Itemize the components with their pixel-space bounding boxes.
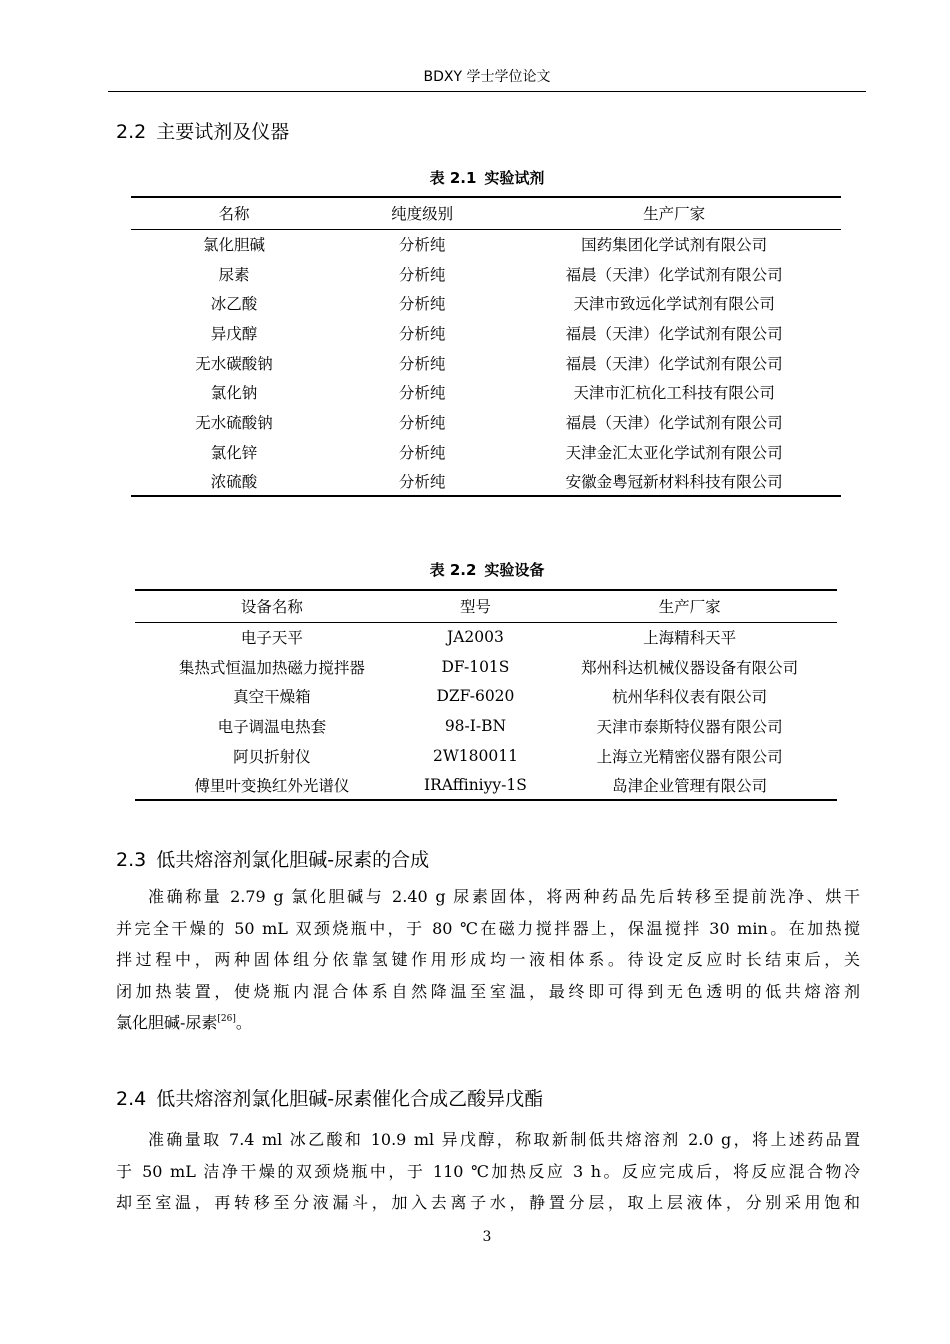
table-row <box>135 711 837 741</box>
table-cell: 上海精科天平 <box>643 629 737 648</box>
table-cell: 集热式恒温加热磁力搅拌器 <box>178 658 365 677</box>
header-rule <box>108 91 866 92</box>
table-cell: 电子天平 <box>240 629 303 648</box>
table-cell: 氯化钠 <box>210 384 258 403</box>
table-cell: 氯化锌 <box>210 443 258 462</box>
section-title: 主要试剂及仪器 <box>156 121 290 143</box>
section-title: 低共熔溶剂氯化胆碱-尿素的合成 <box>156 849 430 871</box>
table-cell: 福晨（天津）化学试剂有限公司 <box>565 324 783 343</box>
paragraph-2-4 <box>116 1124 860 1219</box>
table-cell: 杭州华科仪表有限公司 <box>612 688 768 707</box>
table-cell: 阿贝折射仪 <box>233 747 311 766</box>
table-cell: 异戊醇 <box>210 324 258 343</box>
paragraph-line: 准确称量 2.79 g 氯化胆碱与 2.40 g 尿素固体，将两种药品先后转移至提前洗净、烘干 <box>148 887 860 906</box>
column-header: 生产厂家 <box>507 197 841 229</box>
table-row <box>135 770 837 800</box>
table-cell: IRAffiniyy-1S <box>409 770 542 800</box>
table-cell: 天津市致远化学试剂有限公司 <box>573 295 775 314</box>
table-number: 表 2.2 <box>429 561 477 579</box>
table-row <box>131 259 841 289</box>
table-cell: 98-I-BN <box>444 716 507 735</box>
column-header: 纯度级别 <box>337 197 507 229</box>
paragraph-line: 准确量取 7.4 ml 冰乙酸和 10.9 ml 异戊醇，称取新制低共熔溶剂 2.0 g，将上述药品置 <box>148 1130 860 1149</box>
running-header: BDXY 学士学位论文 <box>423 69 551 85</box>
table-cell: 氯化胆碱 <box>202 236 265 255</box>
paragraph-line: 于 50 mL 洁净干燥的双颈烧瓶中，于 110 ℃加热反应 3 h。反应完成后，将反应混合物冷 <box>116 1161 860 1181</box>
table-cell: 真空干燥箱 <box>233 688 311 707</box>
table-row <box>131 348 841 378</box>
column-header: 生产厂家 <box>542 590 837 622</box>
table-row <box>131 437 841 467</box>
paragraph-end-punctuation: 。 <box>235 1013 252 1033</box>
table-header-row <box>135 590 837 622</box>
section-title: 低共熔溶剂氯化胆碱-尿素催化合成乙酸异戊酯 <box>156 1088 544 1110</box>
table-cell: 岛津企业管理有限公司 <box>542 770 837 800</box>
paragraph-2-3 <box>116 881 860 1039</box>
section-number: 2.4 <box>116 1088 147 1110</box>
table-cell: 无水碳酸钠 <box>195 354 273 373</box>
page-number: 3 <box>482 1229 492 1245</box>
table-cell: 分析纯 <box>398 413 446 432</box>
table-caption-2-2 <box>108 559 866 580</box>
table-cell: 分析纯 <box>398 265 446 284</box>
table-cell: 福晨（天津）化学试剂有限公司 <box>565 413 783 432</box>
table-cell: JA2003 <box>447 628 504 647</box>
table-cell: 分析纯 <box>398 354 446 373</box>
table-cell: 上海立光精密仪器有限公司 <box>596 747 783 766</box>
table-cell: 安徽金粤冠新材料科技有限公司 <box>507 467 841 497</box>
table-cell: 天津市泰斯特仪器有限公司 <box>596 717 783 736</box>
table-cell: 傅里叶变换红外光谱仪 <box>135 770 409 800</box>
column-header: 设备名称 <box>135 590 409 622</box>
table-cell: 分析纯 <box>398 443 446 462</box>
table-cell: 福晨（天津）化学试剂有限公司 <box>565 354 783 373</box>
paragraph-line: 闭加热装置，使烧瓶内混合体系自然降温至室温，最终即可得到无色透明的低共熔溶剂 <box>116 981 860 1001</box>
section-heading-2-2 <box>116 117 289 144</box>
table-cell: 分析纯 <box>398 324 446 343</box>
table-cell: 分析纯 <box>337 467 507 497</box>
table-cell: 福晨（天津）化学试剂有限公司 <box>565 265 783 284</box>
table-cell: 国药集团化学试剂有限公司 <box>581 236 768 255</box>
table-cell: 浓硫酸 <box>131 467 337 497</box>
table-row <box>135 622 837 652</box>
section-number: 2.2 <box>116 121 147 143</box>
table-header-row <box>131 197 841 229</box>
paragraph-line: 拌过程中，两种固体组分依靠氢键作用形成均一液相体系。待设定反应时长结束后，关 <box>116 950 860 970</box>
table-row <box>131 467 841 497</box>
equipment-table <box>135 589 837 801</box>
paragraph-line: 却至室温，再转移至分液漏斗，加入去离子水，静置分层，取上层液体，分别采用饱和 <box>116 1193 860 1213</box>
table-cell: DF-101S <box>441 657 510 676</box>
paragraph-line <box>116 1007 860 1039</box>
table-row <box>131 318 841 348</box>
section-heading-2-3 <box>116 845 429 872</box>
table-cell: 2W180011 <box>432 746 518 765</box>
paragraph-line: 并完全干燥的 50 mL 双颈烧瓶中，于 80 ℃在磁力搅拌器上，保温搅拌 30 min。在加热搅 <box>116 918 860 938</box>
paragraph-text: 氯化胆碱-尿素 <box>116 1013 218 1033</box>
table-row <box>135 652 837 682</box>
table-cell: 无水硫酸钠 <box>195 413 273 432</box>
table-cell: 分析纯 <box>398 384 446 403</box>
table-row <box>131 288 841 318</box>
column-header: 名称 <box>131 197 337 229</box>
column-header: 型号 <box>409 590 542 622</box>
table-cell: 天津市汇杭化工科技有限公司 <box>573 384 775 403</box>
table-row <box>131 407 841 437</box>
table-number: 表 2.1 <box>429 169 477 187</box>
reagents-table <box>131 196 841 497</box>
table-cell: 冰乙酸 <box>210 295 258 314</box>
table-row <box>135 681 837 711</box>
citation-reference: [26] <box>217 1014 236 1025</box>
table-title: 实验设备 <box>484 561 545 579</box>
table-cell: DZF-6020 <box>436 687 515 706</box>
table-title: 实验试剂 <box>484 169 545 187</box>
table-cell: 分析纯 <box>398 236 446 255</box>
table-row <box>131 229 841 259</box>
table-cell: 分析纯 <box>398 295 446 314</box>
section-number: 2.3 <box>116 849 147 871</box>
table-caption-2-1 <box>108 167 866 188</box>
table-cell: 电子调温电热套 <box>217 717 327 736</box>
table-cell: 尿素 <box>218 265 250 284</box>
table-cell: 郑州科达机械仪器设备有限公司 <box>581 658 799 677</box>
table-row <box>135 741 837 771</box>
section-heading-2-4 <box>116 1084 543 1111</box>
table-cell: 天津金汇太亚化学试剂有限公司 <box>565 443 783 462</box>
table-row <box>131 377 841 407</box>
